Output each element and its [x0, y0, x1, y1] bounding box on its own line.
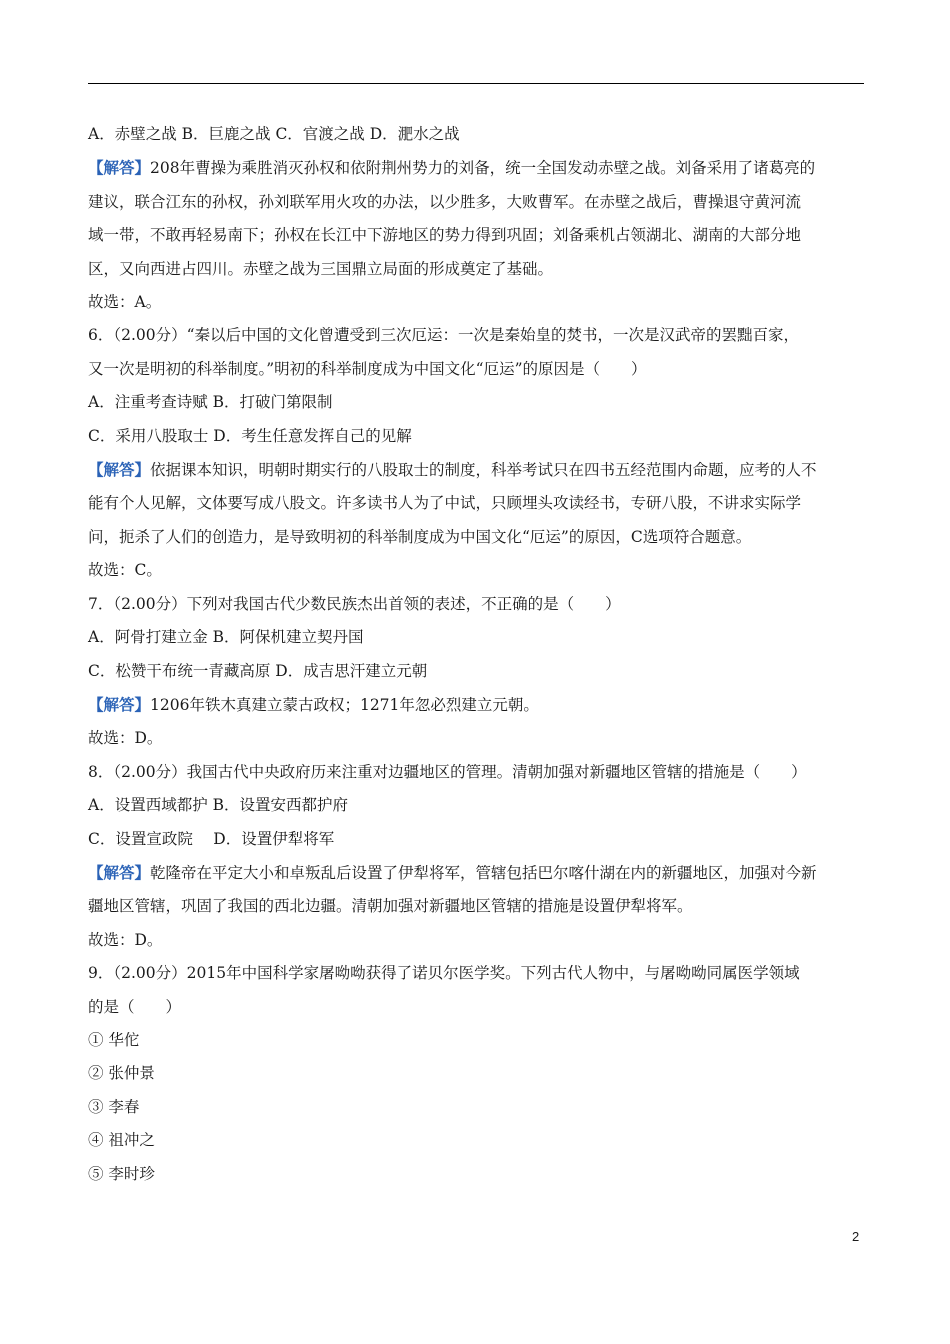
text-line — [88, 118, 868, 151]
text-line — [88, 319, 868, 352]
text-line — [88, 186, 868, 219]
text-line — [88, 789, 868, 822]
text-line — [88, 353, 868, 386]
text-line — [88, 1158, 868, 1191]
text-line — [88, 588, 868, 621]
text-line — [88, 420, 868, 453]
line-text: 的是（ ） — [88, 997, 182, 1016]
line-text: C．采用八股取士 D．考生任意发挥自己的见解 — [88, 426, 412, 445]
line-text: ④ 祖冲之 — [88, 1131, 155, 1150]
line-text: 6．（2.00分）“秦以后中国的文化曾遭受到三次厄运：一次是秦始皇的焚书，一次是汉武帝的罢黜百家， — [88, 326, 800, 345]
line-text: C．松赞干布统一青藏高原 D．成吉思汗建立元朝 — [88, 661, 428, 680]
line-text: 故选：D。 — [88, 729, 163, 748]
line-text: 故选：A。 — [88, 293, 162, 312]
page-number: 2 — [852, 1229, 860, 1244]
line-text: A．赤壁之战 B．巨鹿之战 C．官渡之战 D．淝水之战 — [88, 125, 460, 143]
line-text: ③ 李春 — [88, 1097, 140, 1116]
line-text: A．阿骨打建立金 B．阿保机建立契丹国 — [88, 628, 364, 647]
answer-line — [88, 151, 868, 185]
line-text: 问，扼杀了人们的创造力，是导致明初的科举制度成为中国文化“厄运”的原因，C选项符合题意。 — [88, 527, 752, 546]
answer-tag: 【解答】 — [88, 862, 151, 882]
text-line — [88, 1124, 868, 1157]
text-line — [88, 890, 868, 923]
answer-tag: 【解答】 — [88, 158, 151, 178]
line-text: ① 华佗 — [88, 1030, 140, 1049]
text-line — [88, 554, 868, 587]
text-line — [88, 991, 868, 1024]
answer-line — [88, 856, 868, 890]
line-text: ⑤ 李时珍 — [88, 1164, 155, 1183]
line-text: 故选：C。 — [88, 561, 162, 580]
text-line — [88, 823, 868, 856]
line-text: 1206年铁木真建立蒙古政权；1271年忽必烈建立元朝。 — [150, 695, 539, 714]
text-line — [88, 1057, 868, 1090]
text-line — [88, 722, 868, 755]
line-text: 又一次是明初的科举制度。”明初的科举制度成为中国文化“厄运”的原因是（ ） — [88, 359, 647, 378]
line-text: 208年曹操为乘胜消灭孙权和依附荆州势力的刘备，统一全国发动赤壁之战。刘备采用了诸葛亮的 — [150, 159, 816, 178]
text-line — [88, 521, 868, 554]
text-line — [88, 219, 868, 252]
text-line — [88, 1024, 868, 1057]
line-text: A．设置西域都护 B．设置安西都护府 — [88, 796, 349, 815]
line-text: C．设置宣政院 D．设置伊犁将军 — [88, 829, 335, 848]
text-line — [88, 386, 868, 419]
text-line — [88, 1091, 868, 1124]
document-body — [88, 118, 868, 1191]
line-text: 区，又向西进占四川。赤壁之战为三国鼎立局面的形成奠定了基础。 — [88, 259, 554, 278]
line-text: 建议，联合江东的孙权，孙刘联军用火攻的办法，以少胜多，大败曹军。在赤壁之战后，曹操退守黄河流 — [88, 192, 802, 211]
line-text: ② 张仲景 — [88, 1064, 155, 1083]
text-line — [88, 655, 868, 688]
line-text: 9．（2.00分）2015年中国科学家屠呦呦获得了诺贝尔医学奖。下列古代人物中，与屠呦呦同属医学领域 — [88, 964, 800, 983]
line-text: 域一带，不敢再轻易南下；孙权在长江中下游地区的势力得到巩固；刘备乘机占领湖北、湖南的大部分地 — [88, 226, 802, 245]
answer-line — [88, 453, 868, 487]
text-line — [88, 253, 868, 286]
text-line — [88, 957, 868, 990]
line-text: 故选：D。 — [88, 930, 163, 949]
line-text: 7．（2.00分）下列对我国古代少数民族杰出首领的表述，不正确的是（ ） — [88, 594, 621, 613]
text-line — [88, 756, 868, 789]
answer-tag: 【解答】 — [88, 460, 151, 480]
line-text: 8．（2.00分）我国古代中央政府历来注重对边疆地区的管理。清朝加强对新疆地区管辖的措施是（ ） — [88, 762, 807, 781]
text-line — [88, 924, 868, 957]
answer-line — [88, 688, 868, 722]
text-line — [88, 286, 868, 319]
text-line — [88, 621, 868, 654]
header-rule — [88, 83, 864, 84]
line-text: 乾隆帝在平定大小和卓叛乱后设置了伊犁将军，管辖包括巴尔喀什湖在内的新疆地区，加强对今新 — [150, 863, 817, 882]
line-text: 依据课本知识，明朝时期实行的八股取士的制度，科举考试只在四书五经范围内命题，应考的人不 — [150, 461, 817, 480]
text-line — [88, 487, 868, 520]
line-text: 能有个人见解，文体要写成八股文。许多读书人为了中试，只顾埋头攻读经书，专研八股，不讲求实际学 — [88, 494, 802, 513]
line-text: 疆地区管辖，巩固了我国的西北边疆。清朝加强对新疆地区管辖的措施是设置伊犁将军。 — [88, 897, 693, 916]
line-text: A．注重考查诗赋 B．打破门第限制 — [88, 393, 333, 412]
answer-tag: 【解答】 — [88, 694, 151, 714]
